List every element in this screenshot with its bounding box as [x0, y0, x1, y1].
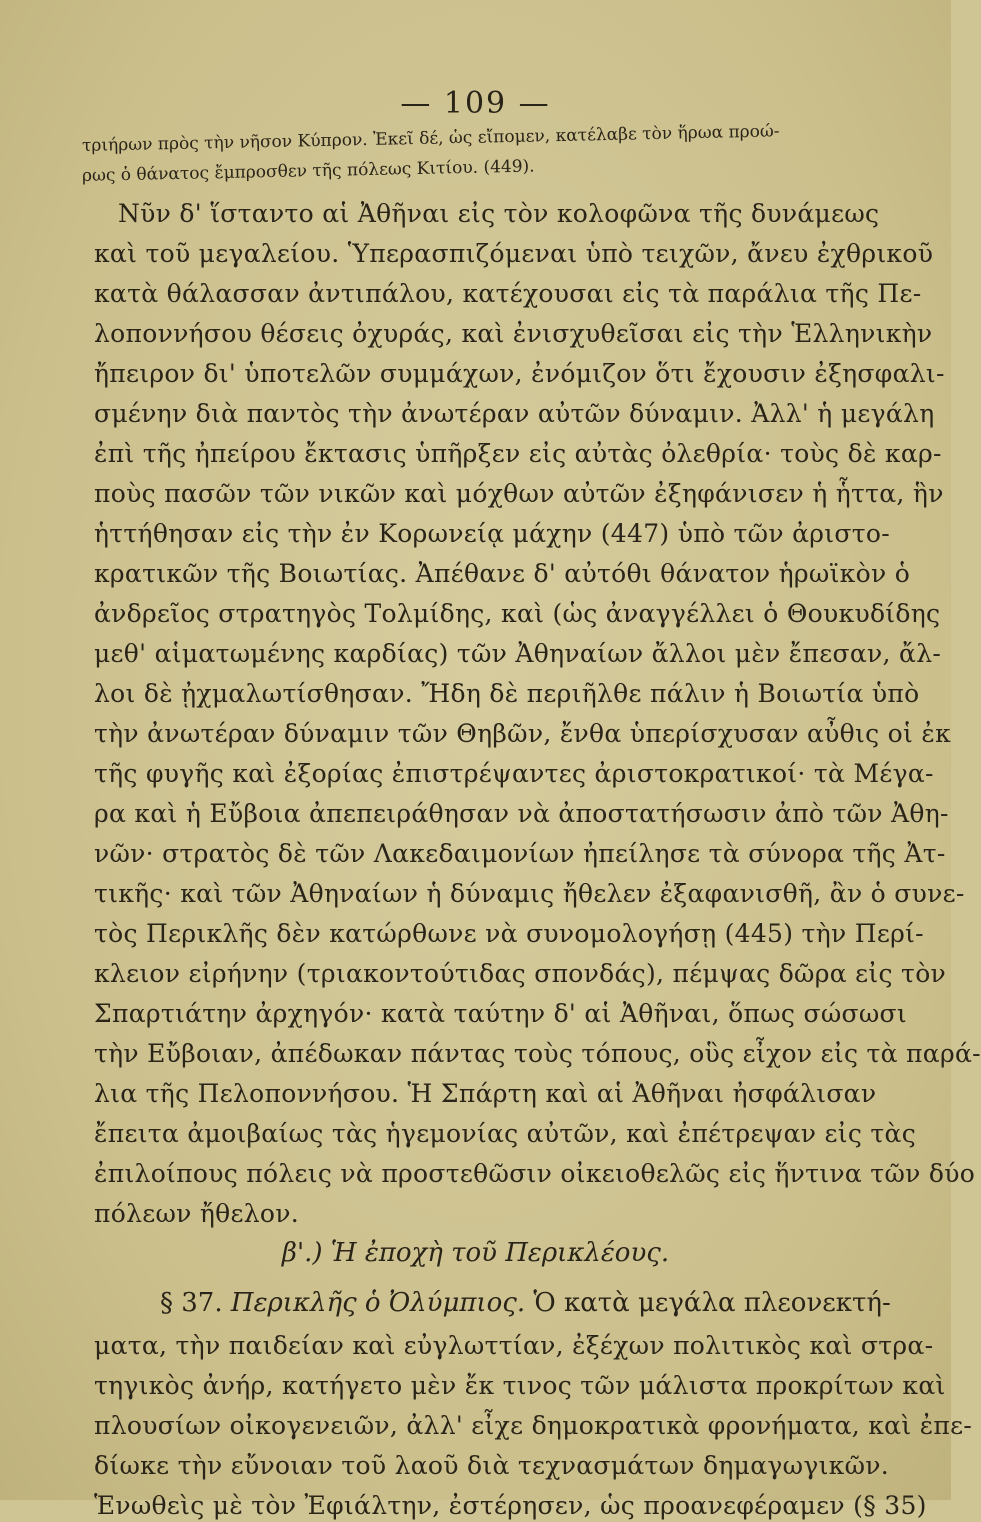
text-line: Σπαρτιάτην ἀρχηγόν· κατὰ ταύτην δ' αἱ Ἀθῆναι, ὅπως σώσωσι [94, 999, 908, 1028]
text-line: ρα καὶ ἡ Εὔβοια ἀπεπειράθησαν νὰ ἀποστατήσωσιν ἀπὸ τῶν Ἀθη- [94, 799, 949, 828]
text-line: τὴν ἀνωτέραν δύναμιν τῶν Θηβῶν, ἔνθα ὑπερίσχυσαν αὖθις οἱ ἐκ [94, 719, 952, 748]
text-line: τῆς φυγῆς καὶ ἐξορίας ἐπιστρέψαντες ἀριστοκρατικοί· τὰ Μέγα- [94, 759, 934, 788]
text-line: κρατικῶν τῆς Βοιωτίας. Ἀπέθανε δ' αὐτόθι θάνατον ἡρωϊκὸν ὁ [94, 559, 911, 588]
section-lead: Περικλῆς ὁ Ὀλύμπιος. [230, 1288, 526, 1318]
text-line: λοι δὲ ᾐχμαλωτίσθησαν. Ἤδη δὲ περιῆλθε πάλιν ἡ Βοιωτία ὑπὸ [94, 679, 920, 708]
section-first-line [160, 1288, 891, 1318]
section-first-line-text: Ὁ κατὰ μεγάλα πλεονεκτή- [533, 1288, 891, 1318]
text-line: δίωκε τὴν εὔνοιαν τοῦ λαοῦ διὰ τεχνασμάτων δημαγωγικῶν. [94, 1451, 890, 1480]
text-line: πλουσίων οἰκογενειῶν, ἀλλ' εἶχε δημοκρατικὰ φρονήματα, καὶ ἐπε- [94, 1411, 973, 1440]
text-line: ἀνδρεῖος στρατηγὸς Τολμίδης, καὶ (ὡς ἀναγγέλλει ὁ Θουκυδίδης [94, 599, 941, 628]
text-line: τὸς Περικλῆς δὲν κατώρθωνε νὰ συνομολογήσῃ (445) τὴν Περί- [94, 919, 924, 948]
text-line: καὶ τοῦ μεγαλείου. Ὑπερασπιζόμεναι ὑπὸ τειχῶν, ἄνευ ἐχθρικοῦ [94, 239, 934, 268]
page-number: — 109 — [400, 86, 551, 121]
text-line: Νῦν δ' ἵσταντο αἱ Ἀθῆναι εἰς τὸν κολοφῶνα τῆς δυνάμεως [118, 199, 880, 228]
text-line: πόλεων ἤθελον. [94, 1199, 300, 1228]
text-line: ἤπειρον δι' ὑποτελῶν συμμάχων, ἐνόμιζον ὅτι ἔχουσιν ἐξησφαλι- [94, 359, 945, 388]
text-line: Ἑνωθεὶς μὲ τὸν Ἐφιάλτην, ἐστέρησεν, ὡς προανεφέραμεν (§ 35) [94, 1491, 927, 1520]
text-line: νῶν· στρατὸς δὲ τῶν Λακεδαιμονίων ἠπείλησε τὰ σύνορα τῆς Ἀτ- [94, 839, 946, 868]
section-number: § 37. [160, 1288, 223, 1318]
footnote-line-2: ρως ὁ θάνατος ἔμπροσθεν τῆς πόλεως Κιτίου. (449). [81, 156, 535, 186]
text-line: τικῆς· καὶ τῶν Ἀθηναίων ἡ δύναμις ἤθελεν ἐξαφανισθῆ, ἂν ὁ συνε- [94, 879, 965, 908]
text-line: σμένην διὰ παντὸς τὴν ἀνωτέραν αὐτῶν δύναμιν. Ἀλλ' ἡ μεγάλη [94, 399, 935, 428]
text-line: ἐπὶ τῆς ἠπείρου ἔκτασις ὑπῆρξεν εἰς αὐτὰς ὀλεθρία· τοὺς δὲ καρ- [94, 439, 942, 468]
text-line: ποὺς πασῶν τῶν νικῶν καὶ μόχθων αὐτῶν ἐξηφάνισεν ἡ ἧττα, ἣν [94, 479, 944, 508]
text-line: ματα, τὴν παιδείαν καὶ εὐγλωττίαν, ἐξέχων πολιτικὸς καὶ στρα- [94, 1331, 934, 1360]
text-line: ἐπιλοίπους πόλεις νὰ προστεθῶσιν οἰκειοθελῶς εἰς ἥντινα τῶν δύο [94, 1159, 976, 1188]
text-line: κατὰ θάλασσαν ἀντιπάλου, κατέχουσαι εἰς τὰ παράλια τῆς Πε- [94, 279, 922, 308]
text-line: ἡττήθησαν εἰς τὴν ἐν Κορωνείᾳ μάχην (447) ὑπὸ τῶν ἀριστο- [94, 519, 890, 548]
text-line: ἔπειτα ἀμοιβαίως τὰς ἡγεμονίας αὐτῶν, καὶ ἐπέτρεψαν εἰς τὰς [94, 1119, 917, 1148]
text-line: λια τῆς Πελοποννήσου. Ἡ Σπάρτη καὶ αἱ Ἀθῆναι ἠσφάλισαν [94, 1079, 877, 1108]
footnote-line-1: τριήρων πρὸς τὴν νῆσον Κύπρον. Ἐκεῖ δέ, ὡς εἴπομεν, κατέλαβε τὸν ἥρωα προώ- [81, 121, 780, 156]
section-heading: β'.) Ἡ ἐποχὴ τοῦ Περικλέους. [281, 1238, 670, 1268]
text-line: κλειον εἰρήνην (τριακοντούτιδας σπονδάς), πέμψας δῶρα εἰς τὸν [94, 959, 947, 988]
text-line: τὴν Εὔβοιαν, ἀπέδωκαν πάντας τοὺς τόπους, οὓς εἶχον εἰς τὰ παρά- [94, 1039, 981, 1068]
text-line: μεθ' αἱματωμένης καρδίας) τῶν Ἀθηναίων ἄλλοι μὲν ἔπεσαν, ἄλ- [94, 639, 942, 668]
text-line: λοποννήσου θέσεις ὀχυράς, καὶ ἐνισχυθεῖσαι εἰς τὴν Ἑλληνικὴν [94, 319, 933, 348]
text-line: τηγικὸς ἀνήρ, κατήγετο μὲν ἔκ τινος τῶν μάλιστα προκρίτων καὶ [94, 1371, 946, 1400]
